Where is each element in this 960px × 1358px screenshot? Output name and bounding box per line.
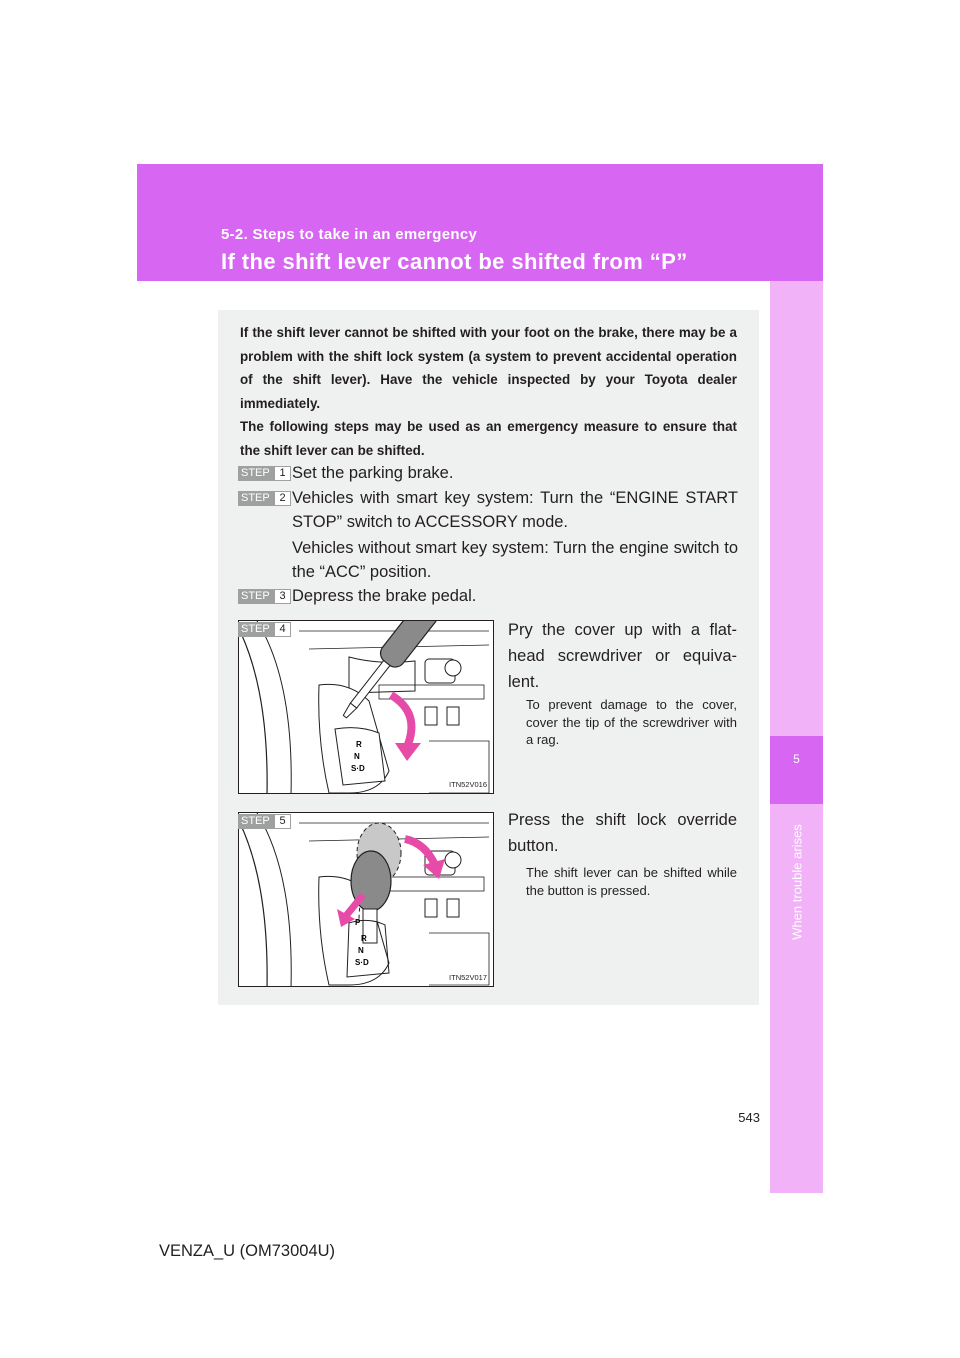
step-2-text: Vehicles with smart key system: Turn the “ENGINE START STOP” switch to ACCESSORY mode. <box>292 489 738 531</box>
step-badge-4 <box>238 622 291 637</box>
step-word: STEP <box>241 623 270 635</box>
intro-text <box>240 321 737 462</box>
step-number: 5 <box>274 814 291 829</box>
chapter-number: 5 <box>793 752 800 766</box>
shift-lock-override-illustration <box>239 813 494 987</box>
gear-label-n: N <box>354 752 360 761</box>
document-code: VENZA_U (OM73004U) <box>159 1242 336 1260</box>
step-number: 3 <box>274 589 291 604</box>
step-word: STEP <box>241 590 270 602</box>
chapter-tab-marker <box>770 736 823 804</box>
figure-code: ITN52V017 <box>449 973 487 982</box>
chapter-title: When trouble arises <box>789 824 805 940</box>
page-number: 543 <box>738 1110 760 1125</box>
page-title: If the shift lever cannot be shifted from “P” <box>221 249 688 274</box>
step-word: STEP <box>241 467 270 479</box>
step-5-note: The shift lever can be shifted while the button is pressed. <box>526 865 737 898</box>
gear-label-sd: S·D <box>351 764 365 773</box>
figure-step-5 <box>238 812 494 987</box>
figure-code: ITN52V016 <box>449 780 487 789</box>
step-4-text: Pry the cover up with a flat-head screwdriver or equiva-lent. <box>508 621 737 691</box>
step-badge-2 <box>238 491 291 506</box>
chapter-title-wrapper <box>787 812 807 952</box>
step-3-text: Depress the brake pedal. <box>292 587 477 605</box>
section-label: 5-2. Steps to take in an emergency <box>221 226 478 243</box>
step-2-text-alt: Vehicles without smart key system: Turn the engine switch to the “ACC” position. <box>292 539 738 581</box>
gear-label-r: R <box>356 740 362 749</box>
step-word: STEP <box>241 492 270 504</box>
step-5-text: Press the shift lock override button. <box>508 811 737 855</box>
gear-label-sd: S·D <box>355 958 369 967</box>
gear-label-p: P <box>355 918 361 927</box>
step-badge-3 <box>238 589 291 604</box>
step-badge-1 <box>238 466 291 481</box>
gear-label-n: N <box>358 946 364 955</box>
figure-step-4 <box>238 620 494 794</box>
step-number: 4 <box>274 622 291 637</box>
step-number: 1 <box>274 466 291 481</box>
step-number: 2 <box>274 491 291 506</box>
step-badge-5 <box>238 814 291 829</box>
step-1-text: Set the parking brake. <box>292 464 454 482</box>
shift-console-illustration <box>239 621 494 794</box>
gear-label-r: R <box>361 934 367 943</box>
intro-paragraph-2: The following steps may be used as an emergency measure to ensure that the shift lever can be shifted. <box>240 419 737 458</box>
step-word: STEP <box>241 815 270 827</box>
intro-paragraph-1: If the shift lever cannot be shifted with your foot on the brake, there may be a problem with the shift lock system (a system to prevent accidental operation of the shift lever). Have the vehicle inspected by your Toyota dealer immediately. <box>240 325 737 411</box>
step-4-note: To prevent damage to the cover, cover the tip of the screwdriver with a rag. <box>526 697 737 747</box>
